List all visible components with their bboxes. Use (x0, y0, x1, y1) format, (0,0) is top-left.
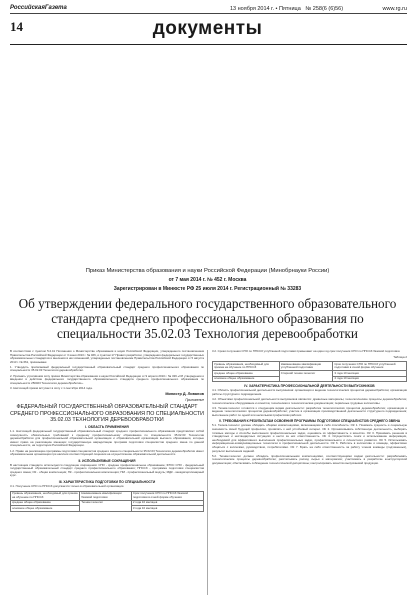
table-header-cell: Наименование квалификации углубленной подготовки (279, 362, 333, 371)
section-1-text: 1.1. Настоящий федеральный государственный образовательный стандарт среднего профессионального образования представляет собой совокупность обязательных требований к среднему профессиональному образованию по специальности 35.02.03 Технология деревообработки для профессиональной образовательной организации и образовательной организации высшего образования, которые имеют право на реализацию имеющих государственную аккредитацию программ подготовки специалистов среднего звена по данной специальности, на территории Российской Федерации. (10, 429, 204, 448)
section-4-text: 4.1. Область профессиональной деятельности выпускников: организация и ведение технологических процессов деревообработки; организация работы структурного подразделения. (212, 388, 407, 396)
page-number: 14 (10, 19, 23, 34)
section-3-text: 3.1. Получение СПО по ППССЗ допускается только в образовательной организации. (10, 484, 125, 489)
column-divider (207, 350, 208, 595)
intro-paragraph: В соответствии с пунктом 5.2.41 Положения о Министерстве образования и науки Российской Федерации, утвержденного постановлением Правительства Российской Федерации от 3 июня 2013 г. № 466, и пунктом 17 Правил разработки, утверждения федеральных государственных образовательных стандартов и внесения в них изменений, утвержденных постановлением Правительства Российской Федерации от 5 августа 2013 г. № 661, приказываю: (10, 350, 204, 364)
order-registration: Зарегистрирован в Минюсте РФ 25 июля 2014 г. Регистрационный № 33283 (113, 286, 302, 292)
table-cell: среднее общее образование (213, 371, 280, 377)
table-2 (212, 361, 407, 382)
section-4-text-2: 4.2. Объектами профессиональной деятельности выпускников являются: древесные материалы; технологические процессы деревообработки; технологическое оборудование и оснастка; техническая и технологическая документация; первичные трудовые коллективы. (212, 396, 407, 405)
table-row (213, 362, 407, 371)
table-cell: 2 года 10 месяцев (131, 500, 203, 506)
table-cell: 3 года 10 месяцев (131, 506, 203, 512)
order-title: Приказ Министерства образования и науки Российской Федерации (Минобрнауки России) (85, 268, 330, 274)
standard-title: ФЕДЕРАЛЬНЫЙ ГОСУДАРСТВЕННЫЙ ОБРАЗОВАТЕЛЬНЫЙ СТАНДАРТ СРЕДНЕГО ПРОФЕССИОНАЛЬНОГО ОБРАЗОВАНИЯ ПО СПЕЦИАЛЬНОСТИ 35.02.03 ТЕХНОЛОГИЯ ДЕРЕВООБРАБОТКИ (10, 404, 204, 423)
table-row (11, 491, 204, 500)
section-5-text: 5.1. Техник-технолог должен обладать общими компетенциями, включающими в себя способность: ОК 1. Понимать сущность и социальную значимость своей будущей профессии, проявлять к ней устойчивый интерес. ОК 2. Организовывать собственную деятельность, выбирать типовые методы и способы выполнения профессиональных задач, оценивать их эффективность и качество. ОК 3. Принимать решения в стандартных и нестандартных ситуациях и нести за них ответственность. ОК 4. Осуществлять поиск и использование информации, необходимой для эффективного выполнения профессиональных задач, профессионального и личностного развития. ОК 5. Использовать информационно-коммуникационные технологии в профессиональной деятельности. ОК 6. Работать в коллективе и команде, эффективно общаться с коллегами, руководством, потребителями. ОК 7. Брать на себя ответственность за работу членов команды (подчиненных), результат выполнения заданий. (212, 423, 407, 453)
section-rule (10, 44, 407, 45)
table-1 (10, 491, 204, 512)
section-heading-2: II. ИСПОЛЬЗУЕМЫЕ СОКРАЩЕНИЯ (78, 458, 136, 463)
section-heading-5: V. ТРЕБОВАНИЯ К РЕЗУЛЬТАТАМ ОСВОЕНИЯ ПРОГРАММЫ ПОДГОТОВКИ СПЕЦИАЛИСТОВ СРЕДНЕГО ЗВЕНА (218, 419, 401, 424)
table-cell: Техник-технолог (80, 500, 132, 511)
table-cell: основное общее образование (11, 506, 80, 512)
headline: Об утверждении федерального государственного образовательного стандарта среднего профессионального образования по специальности 35.02.03 Технология деревообработки (18, 296, 397, 342)
order-item-1: 1. Утвердить прилагаемый федеральный государственный образовательный стандарт среднего профессионального образования по специальности 35.02.03 Технология деревообработки. (10, 364, 204, 373)
section-title: документы (152, 18, 263, 39)
right-intro: 3.2. Сроки получения СПО по ППССЗ углубленной подготовки превышают на один год срок получения СПО по ППССЗ базовой подготовки. (212, 350, 401, 353)
issue-date: 13 ноября 2014 г. • Пятница № 258(6 (6)56) (230, 6, 344, 12)
table-cell: 3 года 10 месяцев (333, 371, 407, 377)
section-2-text: В настоящем стандарте используются следующие сокращения: СПО - среднее профессиональное образование; ФГОС СПО - федеральный государственный образовательный стандарт среднего профессионального образования; ППССЗ - программа подготовки специалистов среднего звена; ОК - общая компетенция; ПК - профессиональная компетенция; ПМ - профессиональный модуль; МДК - междисциплинарный курс. (10, 462, 204, 478)
section-4-text-3: 4.3. Техник-технолог готовится к следующим видам деятельности: разработка технологических процессов деревообработки; организация и ведение технологических процессов деревообработки; участие в организации производственной деятельности структурного подразделения; выполнение работ по одной или нескольким профессиям рабочих. (212, 405, 407, 417)
top-rule (10, 13, 407, 14)
table-cell: среднее общее образование (11, 500, 80, 506)
section-1-text-2: 1.2. Право на реализацию программы подготовки специалистов среднего звена по специальности 35.02.03 Технология деревообработки имеет образовательная организация при наличии соответствующей лицензии на осуществление образовательной деятельности. (10, 448, 204, 457)
order-item-3: 3. Настоящий приказ вступает в силу с 1 сентября 2014 года. (10, 385, 93, 390)
right-column (212, 350, 407, 467)
table-header-cell: Срок получения СПО по ППССЗ углубленной подготовки в очной форме обучения (333, 362, 407, 371)
table-cell: 4 года 10 месяцев (333, 376, 407, 382)
table-header-cell: Уровень образования, необходимый для приема на обучение по ППССЗ (213, 362, 280, 371)
issue-number: № 258(6 (6)56) (305, 6, 344, 12)
section-5-text-2: 5.2. Техник-технолог должен обладать профессиональными компетенциями, соответствующими видам деятельности: разрабатывать технологические процессы деревообработки; рассчитывать расход сырья и материалов; участвовать в разработке конструкторской документации; обеспечивать соблюдение технологической дисциплины; контролировать качество выпускаемой продукции. (212, 453, 407, 465)
table-header-cell: Срок получения СПО по ППССЗ базовой подготовки в очной форме обучения (131, 491, 203, 500)
table-cell: Старший техник-технолог (279, 371, 333, 382)
appendix-label: Приложение (185, 398, 204, 403)
order-date: от 7 мая 2014 г. № 452 г. Москва (168, 277, 247, 283)
table-cell: основное общее образование (213, 376, 280, 382)
table-2-label: Таблица 2 (393, 355, 407, 360)
brand-logo[interactable]: РоссийскаяГазета (10, 5, 67, 11)
section-heading-1: I. ОБЛАСТЬ ПРИМЕНЕНИЯ (85, 425, 129, 430)
left-column (10, 350, 204, 514)
order-item-2: 2. Признать утратившим силу приказ Министерства образования и науки Российской Федерации от 9 апреля 2010 г. № 326 «Об утверждении и введении в действие федерального государственного образовательного стандарта среднего профессионального образования по специальности 250403 Технология деревообработки». (10, 373, 204, 385)
table-header-cell: Уровень образования, необходимый для приема на обучение по ППССЗ (11, 491, 80, 500)
section-heading-3: III. ХАРАКТЕРИСТИКА ПОДГОТОВКИ ПО СПЕЦИАЛЬНОСТИ (58, 480, 156, 485)
section-heading-4: IV. ХАРАКТЕРИСТИКА ПРОФЕССИОНАЛЬНОЙ ДЕЯТЕЛЬНОСТИ ВЫПУСКНИКОВ (244, 384, 375, 389)
table-header-cell: Наименование квалификации базовой подготовки (80, 491, 132, 500)
minister-signature: Министр Д. Ливанов (165, 392, 204, 397)
site-link[interactable]: www.rg.ru (382, 6, 407, 12)
